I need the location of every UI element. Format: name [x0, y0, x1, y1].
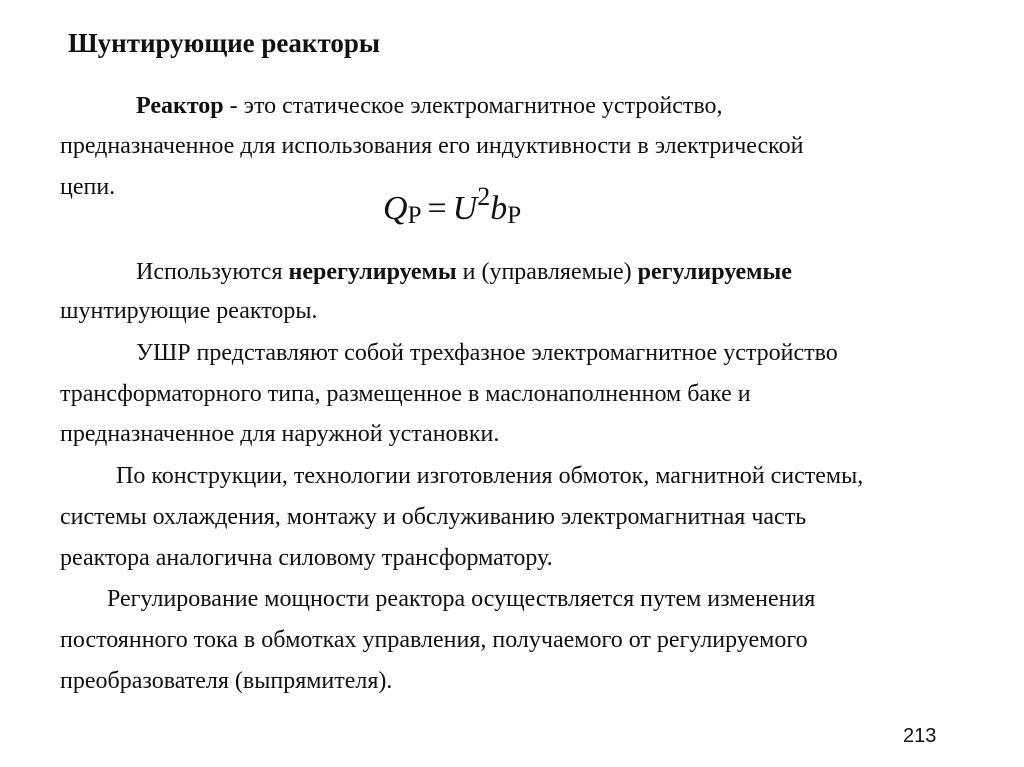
formula-q: Q [383, 190, 408, 227]
para5-line1: Регулирование мощности реактора осуществляется путем изменения [107, 586, 816, 612]
para2-start: Используются [136, 259, 289, 285]
slide-title: Шунтирующие реакторы [68, 28, 380, 58]
para3-line2: трансформаторного типа, размещенное в маслонаполненном баке и [60, 381, 751, 407]
para1-line1 [136, 94, 723, 118]
page-number: 213 [903, 725, 937, 747]
para1-line1-rest: - это статическое электромагнитное устройство, [223, 93, 723, 119]
para4-line1: По конструкции, технологии изготовления обмоток, магнитной системы, [116, 463, 864, 489]
formula-b-sub: Р [507, 202, 522, 229]
term-reactor: Реактор [136, 93, 224, 119]
formula-q-sub: Р [407, 202, 422, 229]
formula-u-sup: 2 [477, 182, 491, 211]
para2-line2: шунтирующие реакторы. [60, 298, 318, 324]
para3-line3: предназначенное для наружной установки. [60, 421, 500, 447]
para5-line3: преобразователя (выпрямителя). [60, 668, 393, 694]
para4-line2: системы охлаждения, монтажу и обслуживанию электромагнитная часть [60, 504, 807, 530]
para3-line1: УШР представляют собой трехфазное электромагнитное устройство [136, 340, 838, 366]
formula-equals: = [427, 190, 447, 227]
reactor-power-formula [383, 182, 522, 229]
para2-bold-unregulated: нерегулируемы [288, 259, 457, 285]
para2-mid: и (управляемые) [456, 259, 638, 285]
para1-line3: цепи. [60, 174, 116, 200]
para2-line1 [136, 260, 792, 284]
formula-u: U [452, 190, 478, 227]
formula-b: b [490, 190, 508, 227]
para4-line3: реактора аналогична силовому трансформатору. [60, 545, 553, 571]
para5-line2: постоянного тока в обмотках управления, получаемого от регулируемого [60, 627, 808, 653]
para2-bold-regulated: регулируемые [637, 259, 792, 285]
para1-line2: предназначенное для использования его индуктивности в электрической [60, 133, 804, 159]
